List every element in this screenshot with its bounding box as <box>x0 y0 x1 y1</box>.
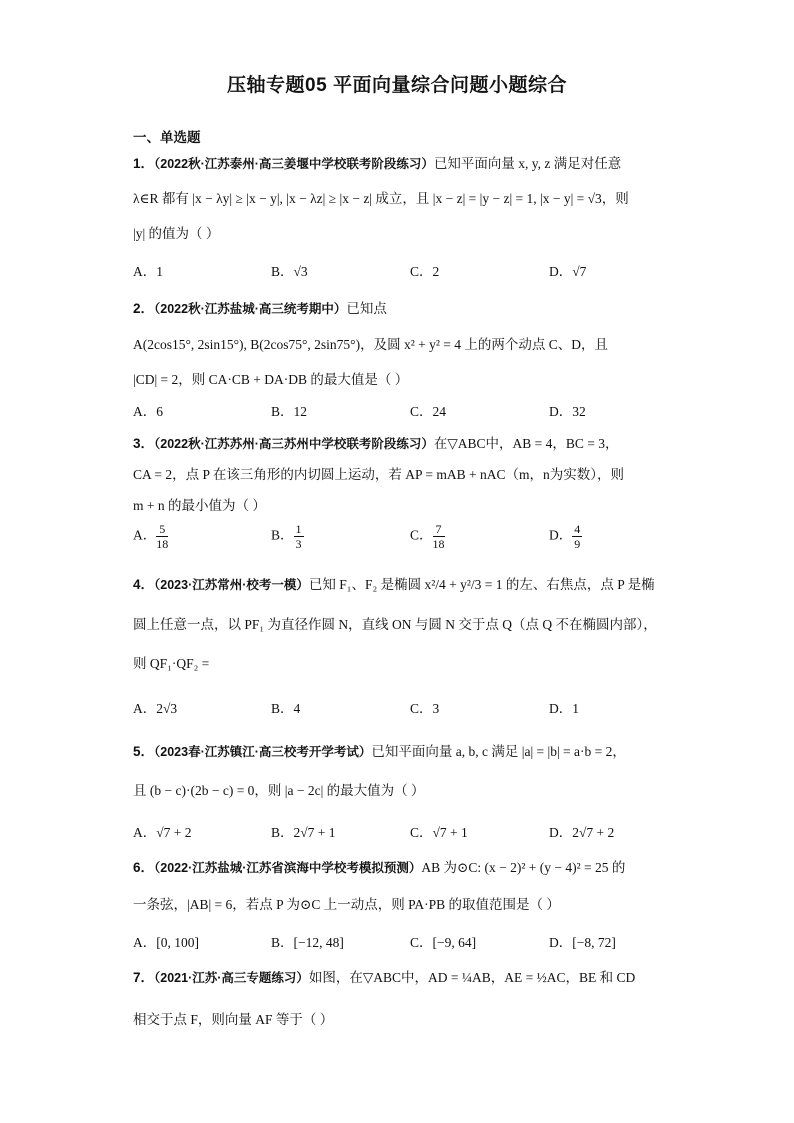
option-d: D．32 <box>549 404 586 419</box>
option-c: C．[−9, 64] <box>410 935 477 950</box>
question-5-source: （2023春·江苏镇江·高三校考开学考试） <box>154 745 372 759</box>
question-1-line-3: |y| 的值为（ ） <box>133 226 220 241</box>
option-b: B．12 <box>271 404 308 419</box>
option-c: C．√7 + 1 <box>410 825 468 840</box>
question-4-line-1 <box>133 573 655 593</box>
question-1-line-2: λ∈R 都有 |x − λy| ≥ |x − y|, |x − λz| ≥ |x − z| 成立，且 |x − z| = |y − z| = 1, |x − y| = √3，则 <box>133 191 629 206</box>
question-7-number: 7． <box>133 970 155 985</box>
question-4-line-3: 则 QF₁·QF₂ = <box>133 656 210 671</box>
question-2-text-1: 已知点 <box>346 301 387 316</box>
question-3-line-1 <box>133 432 619 452</box>
option-c: C．2 <box>410 264 440 279</box>
option-b: B．[−12, 48] <box>271 935 344 950</box>
question-5-text-1: 已知平面向量 a, b, c 满足 |a| = |b| = a·b = 2， <box>371 744 626 759</box>
question-2-line-1 <box>133 297 387 317</box>
question-2-line-2: A(2cos15°, 2sin15°), B(2cos75°, 2sin75°)，及圆 x² + y² = 4 上的两个动点 C、D，且 <box>133 337 609 352</box>
question-4-number: 4． <box>133 577 155 592</box>
question-3-line-2: CA = 2，点 P 在该三角形的内切圆上运动，若 AP = mAB + nAC（m，n为实数），则 <box>133 467 624 482</box>
question-1-number: 1． <box>133 156 155 171</box>
question-6-line-1 <box>133 856 625 876</box>
question-6-number: 6． <box>133 860 155 875</box>
option-a: A．√7 + 2 <box>133 825 192 840</box>
option-a: A．[0, 100] <box>133 935 199 950</box>
question-6-line-2: 一条弦，|AB| = 6，若点 P 为⊙C 上一动点，则 PA·PB 的取值范围是（ ） <box>133 897 560 912</box>
option-d: D．[−8, 72] <box>549 935 616 950</box>
question-7-text-1: 如图，在▽ABC中，AD = ¼AB，AE = ½AC，BE 和 CD <box>308 970 636 985</box>
section-heading: 一、单选题 <box>133 130 201 145</box>
option-a: A．1 <box>133 264 163 279</box>
option-d: D．2√7 + 2 <box>549 825 615 840</box>
question-3-number: 3． <box>133 436 155 451</box>
question-6-source: （2022·江苏盐城·江苏省滨海中学校考模拟预测） <box>154 861 422 875</box>
option-d: D．1 <box>549 701 579 716</box>
option-a: A．6 <box>133 404 163 419</box>
question-7-line-2: 相交于点 F，则向量 AF 等于（ ） <box>133 1012 334 1027</box>
fraction: $\frac{5}{18}$ <box>156 522 169 551</box>
question-3-text-1: 在▽ABC中，AB = 4，BC = 3， <box>433 436 619 451</box>
option-a: A． $\frac{5}{18}$ <box>133 522 169 551</box>
option-b: B．2√7 + 1 <box>271 825 336 840</box>
option-a: A．2√3 <box>133 701 178 716</box>
option-c: C．3 <box>410 701 440 716</box>
option-b: B． $\frac{1}{3}$ <box>271 522 302 551</box>
question-5-number: 5． <box>133 744 155 759</box>
question-3-source: （2022秋·江苏苏州·高三苏州中学校联考阶段练习） <box>154 437 434 451</box>
question-1-source: （2022秋·江苏泰州·高三姜堰中学校联考阶段练习） <box>154 157 434 171</box>
question-5-line-1 <box>133 740 626 760</box>
question-4-line-2: 圆上任意一点，以 PF₁ 为直径作圆 N，直线 ON 与圆 N 交于点 Q（点 Q 不在椭圆内部）， <box>133 617 657 632</box>
question-2-line-3: |CD| = 2，则 CA·CB + DA·DB 的最大值是（ ） <box>133 372 409 387</box>
question-2-number: 2． <box>133 301 155 316</box>
fraction: $\frac{4}{9}$ <box>574 522 581 551</box>
fraction: $\frac{1}{3}$ <box>295 522 302 551</box>
question-4-source: （2023·江苏常州·校考一模） <box>154 578 309 592</box>
option-c: C． $\frac{7}{18}$ <box>410 522 445 551</box>
option-b: B．4 <box>271 701 301 716</box>
question-6-text-1: AB 为⊙C: (x − 2)² + (y − 4)² = 25 的 <box>421 860 626 875</box>
question-3-line-3: m + n 的最小值为（ ） <box>133 498 266 513</box>
paper-title: 压轴专题05 平面向量综合问题小题综合 <box>227 75 567 96</box>
option-b: B．√3 <box>271 264 308 279</box>
option-d: D． $\frac{4}{9}$ <box>549 522 581 551</box>
question-2-source: （2022秋·江苏盐城·高三统考期中） <box>154 302 347 316</box>
option-d: D．√7 <box>549 264 587 279</box>
fraction: $\frac{7}{18}$ <box>432 522 445 551</box>
question-1-text-1: 已知平面向量 x, y, z 满足对任意 <box>433 156 622 171</box>
question-1-line-1 <box>133 152 621 172</box>
question-4-text-1: 已知 F₁、F₂ 是椭圆 x²/4 + y²/3 = 1 的左、右焦点，点 P 是椭 <box>308 577 655 592</box>
question-7-source: （2021·江苏·高三专题练习） <box>154 971 309 985</box>
option-c: C．24 <box>410 404 447 419</box>
question-7-line-1 <box>133 966 635 986</box>
question-5-line-2: 且 (b − c)·(2b − c) = 0，则 |a − 2c| 的最大值为（ ） <box>133 783 425 798</box>
